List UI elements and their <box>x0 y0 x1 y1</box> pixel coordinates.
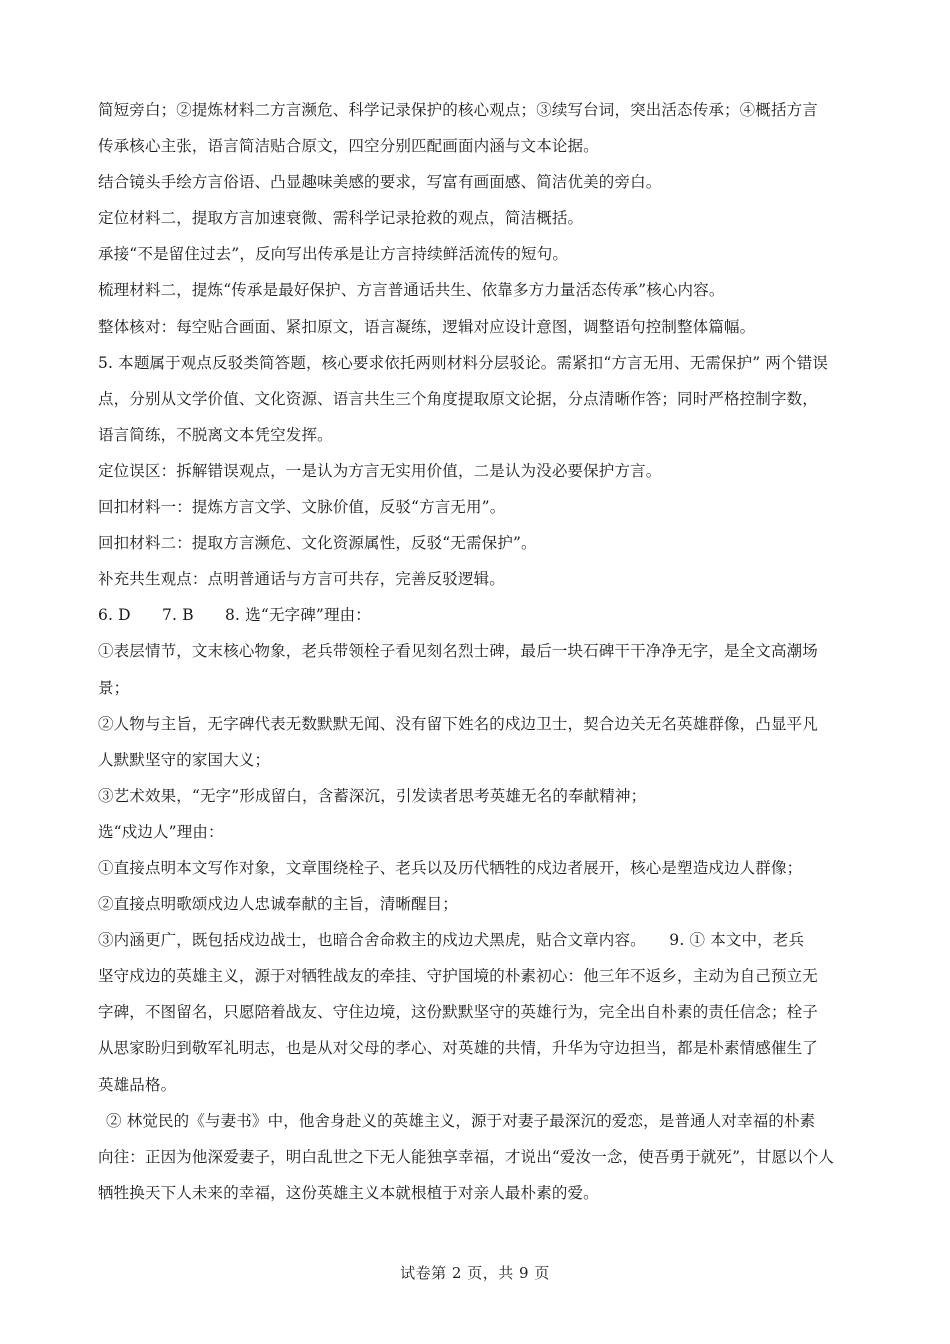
text-line: ②人物与主旨，无字碑代表无数默默无闻、没有留下姓名的戍边卫士，契合边关无名英雄群像，凸显平凡 <box>98 714 818 733</box>
text-line: 承接“不是留住过去”，反向写出传承是让方言持续鲜活流传的短句。 <box>98 245 569 264</box>
question-5-answer: 5. 本题属于观点反驳类简答题，核心要求依托两则材料分层驳论。需紧扣“方言无用、无需保护” 两个错误 <box>98 353 828 372</box>
text-line: ③艺术效果，“无字”形成留白，含蓄深沉，引发读者思考英雄无名的奉献精神； <box>98 786 647 805</box>
page-footer: 试卷第 2 页，共 9 页 <box>400 1264 550 1282</box>
text-line: 整体核对：每空贴合画面、紧扣原文，语言凝练，逻辑对应设计意图，调整语句控制整体篇幅。 <box>98 317 756 336</box>
text-line: 选“戍边人”理由： <box>98 822 224 841</box>
text-line: 回扣材料一：提炼方言文学、文脉价值，反驳“方言无用”。 <box>98 498 506 517</box>
text-line: 语言简练，不脱离文本凭空发挥。 <box>98 425 333 444</box>
text-line: 向往：正因为他深爱妻子，明白乱世之下无人能独享幸福，才说出“爱汝一念，使吾勇于就死”，甘愿以个人 <box>98 1147 835 1166</box>
text-line: ①直接点明本文写作对象，文章围绕栓子、老兵以及历代牺牲的戍边者展开，核心是塑造戍边人群像； <box>98 858 803 877</box>
questions-6-8-answer: 6. D 7. B 8. 选“无字碑”理由： <box>98 606 371 625</box>
text-line: 英雄品格。 <box>98 1075 177 1094</box>
text-line: 从思家盼归到敬军礼明志，也是从对父母的孝心、对英雄的共情，升华为守边担当，都是朴素情感催生了 <box>98 1039 818 1058</box>
text-line: 景； <box>98 678 130 697</box>
question-9-answer: ③内涵更广，既包括戍边战士，也暗合舍命救主的戍边犬黑虎，贴合文章内容。 9. ① 本文中，老兵 <box>98 931 805 950</box>
text-line: 结合镜头手绘方言俗语、凸显趣味美感的要求，写富有画面感、简洁优美的旁白。 <box>98 173 662 192</box>
text-line: 传承核心主张，语言简洁贴合原文，四空分别匹配画面内涵与文本论据。 <box>98 137 599 156</box>
text-line: 补充共生观点：点明普通话与方言可共存，完善反驳逻辑。 <box>98 570 505 589</box>
text-line: 定位材料二，提取方言加速衰微、需科学记录抢救的观点，简洁概括。 <box>98 209 584 228</box>
answer-text-body <box>98 92 860 1211</box>
text-line: ①表层情节，文末核心物象，老兵带领栓子看见刻名烈士碑，最后一块石碑干干净净无字，是全文高潮场 <box>98 642 818 661</box>
text-line: ② 林觉民的《与妻书》中，他舍身赴义的英雄主义，源于对妻子最深沉的爱恋，是普通人对幸福的朴素 <box>106 1111 816 1130</box>
text-line: 简短旁白；②提炼材料二方言濒危、科学记录保护的核心观点；③续写台词，突出活态传承；④概括方言 <box>98 101 818 119</box>
text-line: 坚守戍边的英雄主义，源于对牺牲战友的牵挂、守护国境的朴素初心：他三年不返乡，主动为自己预立无 <box>98 967 818 986</box>
text-line: 牺牲换天下人未来的幸福，这份英雄主义本就根植于对亲人最朴素的爱。 <box>98 1183 599 1202</box>
text-line: 梳理材料二，提炼“传承是最好保护、方言普通话共生、依靠多方力量活态传承”核心内容。 <box>98 281 725 300</box>
text-line: ②直接点明歌颂戍边人忠诚奉献的主旨，清晰醒目； <box>98 895 458 914</box>
text-line: 点，分别从文学价值、文化资源、语言共生三个角度提取原文论据，分点清晰作答；同时严格控制字数， <box>98 389 818 408</box>
text-line: 定位误区：拆解错误观点，一是认为方言无实用价值，二是认为没必要保护方言。 <box>98 461 662 480</box>
text-line: 字碑，不图留名，只愿陪着战友、守住边境，这份默默坚守的英雄行为，完全出自朴素的责任信念；栓子 <box>98 1003 818 1022</box>
text-line: 回扣材料二：提取方言濒危、文化资源属性，反驳“无需保护”。 <box>98 534 537 553</box>
text-line: 人默默坚守的家国大义； <box>98 750 271 769</box>
